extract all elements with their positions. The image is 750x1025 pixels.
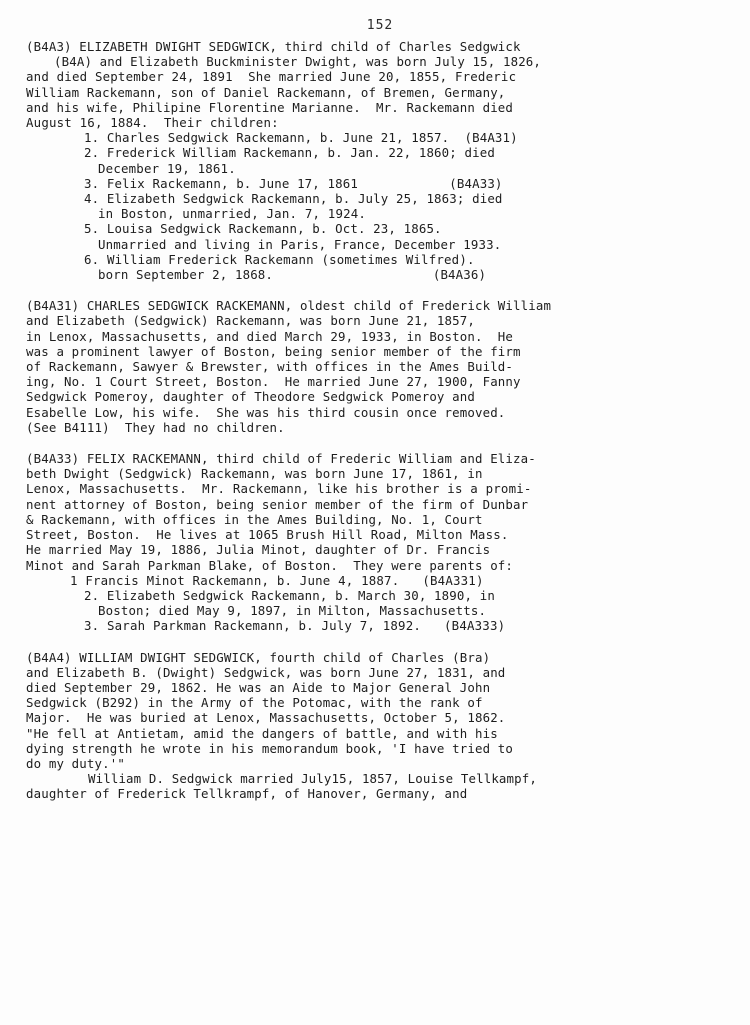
text-line: Unmarried and living in Paris, France, December 1933. — [98, 236, 502, 252]
text-line: Major. He was buried at Lenox, Massachusetts, October 5, 1862. — [26, 710, 506, 726]
text-line: Street, Boston. He lives at 1065 Brush Hill Road, Milton Mass. — [26, 527, 509, 543]
text-line: He married May 19, 1886, Julia Minot, daughter of Dr. Francis — [26, 542, 491, 558]
text-line: of Rackemann, Sawyer & Brewster, with offices in the Ames Build- — [26, 359, 514, 375]
text-line: (B4A31) CHARLES SEDGWICK RACKEMANN, oldest child of Frederick William — [26, 298, 552, 314]
entry-b4a31 — [26, 298, 724, 435]
text-line: "He fell at Antietam, amid the dangers of battle, and with his — [26, 725, 498, 741]
text-line: do my duty.'" — [26, 755, 125, 771]
entry-b4a33 — [26, 451, 724, 633]
text-line: born September 2, 1868. (B4A36) — [98, 267, 487, 283]
text-line: 1 Francis Minot Rackemann, b. June 4, 1887. (B4A331) — [70, 572, 484, 588]
text-line: died September 29, 1862. He was an Aide to Major General John — [26, 679, 491, 695]
text-line: (B4A4) WILLIAM DWIGHT SEDGWICK, fourth child of Charles (Bra) — [26, 649, 491, 665]
text-line: ing, No. 1 Court Street, Boston. He married June 27, 1900, Fanny — [26, 374, 521, 390]
text-line: was a prominent lawyer of Boston, being senior member of the firm — [26, 343, 521, 359]
text-line: and Elizabeth (Sedgwick) Rackemann, was born June 21, 1857, — [26, 313, 475, 329]
text-line: (See B4111) They had no children. — [26, 419, 285, 435]
text-line: (B4A3) ELIZABETH DWIGHT SEDGWICK, third child of Charles Sedgwick — [26, 39, 521, 54]
text-line: Lenox, Massachusetts. Mr. Rackemann, like his brother is a promi- — [26, 481, 532, 497]
text-line: in Boston, unmarried, Jan. 7, 1924. — [98, 206, 367, 222]
text-line: August 16, 1884. Their children: — [26, 115, 279, 131]
text-line: William Rackemann, son of Daniel Rackemann, of Bremen, Germany, — [26, 84, 506, 100]
text-line: and died September 24, 1891 She married June 20, 1855, Frederic — [26, 69, 517, 85]
text-line: beth Dwight (Sedgwick) Rackemann, was born June 17, 1861, in — [26, 466, 483, 482]
text-line: 5. Louisa Sedgwick Rackemann, b. Oct. 23, 1865. — [84, 221, 442, 237]
text-line: nent attorney of Boston, being senior member of the firm of Dunbar — [26, 496, 529, 512]
text-line: December 19, 1861. — [98, 160, 236, 176]
text-line: 3. Sarah Parkman Rackemann, b. July 7, 1892. (B4A333) — [84, 618, 506, 634]
text-line: & Rackemann, with offices in the Ames Building, No. 1, Court — [26, 511, 483, 527]
text-line: 1. Charles Sedgwick Rackemann, b. June 21, 1857. (B4A31) — [84, 130, 518, 146]
text-line: (B4A) and Elizabeth Buckminister Dwight, was born July 15, 1826, — [54, 54, 542, 70]
document-body — [26, 39, 724, 802]
text-line: 6. William Frederick Rackemann (sometimes Wilfred). — [84, 251, 475, 267]
page-number: 152 — [366, 18, 394, 33]
text-line: 3. Felix Rackemann, b. June 17, 1861 (B4A33) — [84, 175, 503, 191]
text-line: in Lenox, Massachusetts, and died March 29, 1933, in Boston. He — [26, 328, 514, 344]
text-line: Esabelle Low, his wife. She was his third cousin once removed. — [26, 404, 506, 420]
text-line: and his wife, Philipine Florentine Marianne. Mr. Rackemann died — [26, 99, 514, 115]
text-line: 2. Elizabeth Sedgwick Rackemann, b. March 30, 1890, in — [84, 587, 495, 603]
text-line: and Elizabeth B. (Dwight) Sedgwick, was born June 27, 1831, and — [26, 664, 506, 680]
text-line: dying strength he wrote in his memorandum book, 'I have tried to — [26, 740, 514, 756]
text-line: William D. Sedgwick married July15, 1857, Louise Tellkampf, — [88, 771, 537, 787]
text-line: 4. Elizabeth Sedgwick Rackemann, b. July 25, 1863; died — [84, 191, 503, 207]
entry-b4a4 — [26, 650, 724, 802]
text-line: Sedgwick (B292) in the Army of the Potomac, with the rank of — [26, 695, 483, 711]
entry-b4a3 — [26, 39, 724, 282]
text-line: Sedgwick Pomeroy, daughter of Theodore Sedgwick Pomeroy and — [26, 389, 475, 405]
text-line: Boston; died May 9, 1897, in Milton, Massachusetts. — [98, 603, 487, 619]
text-line: (B4A33) FELIX RACKEMANN, third child of Frederic William and Eliza- — [26, 451, 536, 467]
text-line: Minot and Sarah Parkman Blake, of Boston. They were parents of: — [26, 557, 514, 573]
text-line: 2. Frederick William Rackemann, b. Jan. 22, 1860; died — [84, 145, 495, 161]
text-line: daughter of Frederick Tellkrampf, of Hanover, Germany, and — [26, 786, 468, 802]
